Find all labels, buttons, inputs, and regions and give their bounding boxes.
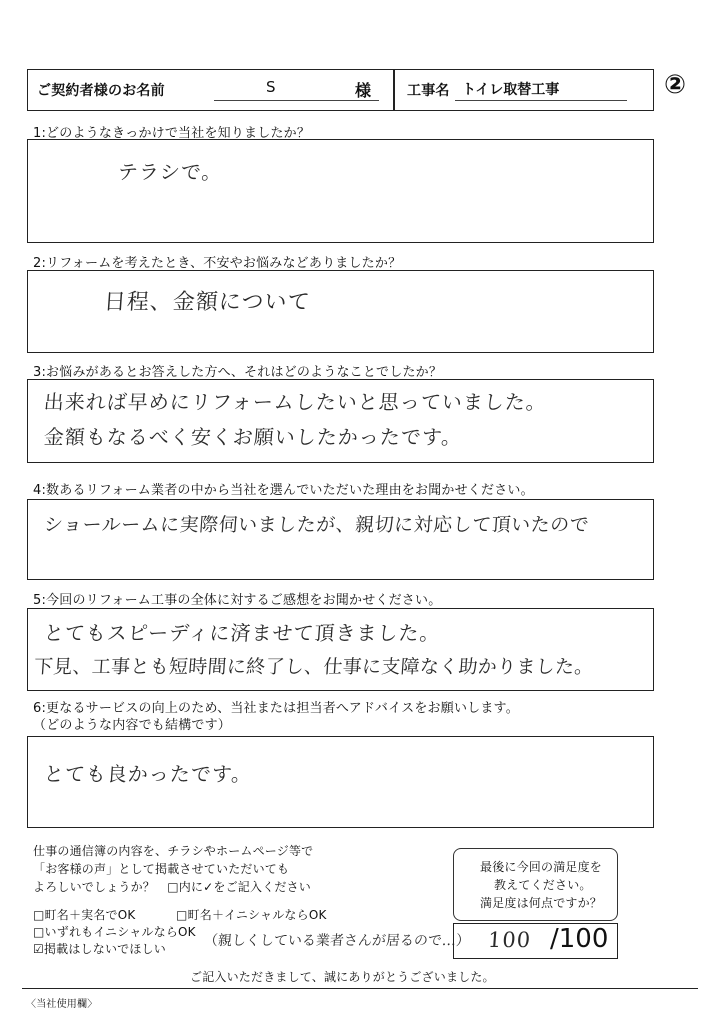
answer-1-box: [27, 139, 654, 243]
consent-option-2[interactable]: □町名＋イニシャルならOK: [176, 908, 327, 922]
question-6-label: 6:更なるサービスの向上のため、当社または担当者へアドバイスをお願いします。: [33, 701, 519, 716]
satisfaction-line-2: 教えてください。: [494, 878, 592, 892]
project-underline: [455, 100, 627, 101]
answer-1-line-1: テラシで。: [117, 160, 224, 184]
satisfaction-line-1: 最後に今回の満足度を: [480, 860, 603, 874]
consent-option-1[interactable]: □町名＋実名でOK: [33, 908, 136, 922]
office-use-label: 〈当社使用欄〉: [26, 999, 98, 1010]
consent-option-3[interactable]: □いずれもイニシャルならOK: [33, 925, 196, 939]
question-6-sublabel: （どのような内容でも結構です）: [33, 718, 232, 733]
name-value: S: [266, 78, 276, 96]
consent-line-3: よろしいでしょうか？ □内に✓をご記入ください: [33, 880, 311, 894]
question-4-label: 4:数あるリフォーム業者の中から当社を選んでいただいた理由をお聞かせください。: [33, 483, 534, 498]
answer-2-line-1: 日程、金額について: [102, 290, 312, 315]
page-number: ②: [664, 70, 687, 100]
consent-line-2: 「お客様の声」として掲載させていただいても: [33, 862, 290, 876]
name-label: ご契約者様のお名前: [37, 83, 165, 99]
honorific: 様: [355, 81, 372, 100]
thanks-text: ご記入いただきまして、誠にありがとうございました。: [190, 970, 495, 984]
project-value: トイレ取替工事: [462, 82, 560, 98]
consent-handwritten-note: （親しくしている業者さんが居るので…）: [203, 933, 471, 949]
satisfaction-line-3: 満足度は何点ですか？: [480, 896, 603, 910]
score-max: /100: [550, 924, 609, 954]
answer-4-line-1: ショールームに実際伺いましたが、親切に対応して頂いたので: [43, 514, 590, 536]
question-5-label: 5:今回のリフォーム工事の全体に対するご感想をお聞かせください。: [33, 593, 442, 608]
project-label: 工事名: [407, 83, 450, 99]
answer-5-line-2: 下見、工事とも短時間に終了し、仕事に支障なく助かりました。: [33, 656, 595, 678]
answer-3-line-1: 出来れば早めにリフォームしたいと思っていました。: [43, 390, 548, 414]
answer-3-line-2: 金額もなるべく安くお願いしたかったです。: [43, 425, 464, 449]
answer-5-line-1: とてもスピーディに済ませて頂きました。: [43, 621, 442, 645]
question-1-label: 1:どのようなきっかけで当社を知りましたか？: [33, 126, 311, 141]
consent-line-1: 仕事の通信簿の内容を、チラシやホームページ等で: [33, 844, 314, 858]
score-value: 100: [487, 928, 532, 952]
answer-6-line-1: とても良かったです。: [43, 762, 254, 786]
question-2-label: 2:リフォームを考えたとき、不安やお悩みなどありましたか？: [33, 256, 402, 271]
header-divider: [393, 69, 395, 111]
consent-option-4[interactable]: ☑掲載はしないでほしい: [33, 942, 166, 956]
footer-divider: [22, 988, 698, 989]
question-3-label: 3:お悩みがあるとお答えした方へ、それはどのようなことでしたか？: [33, 365, 443, 380]
